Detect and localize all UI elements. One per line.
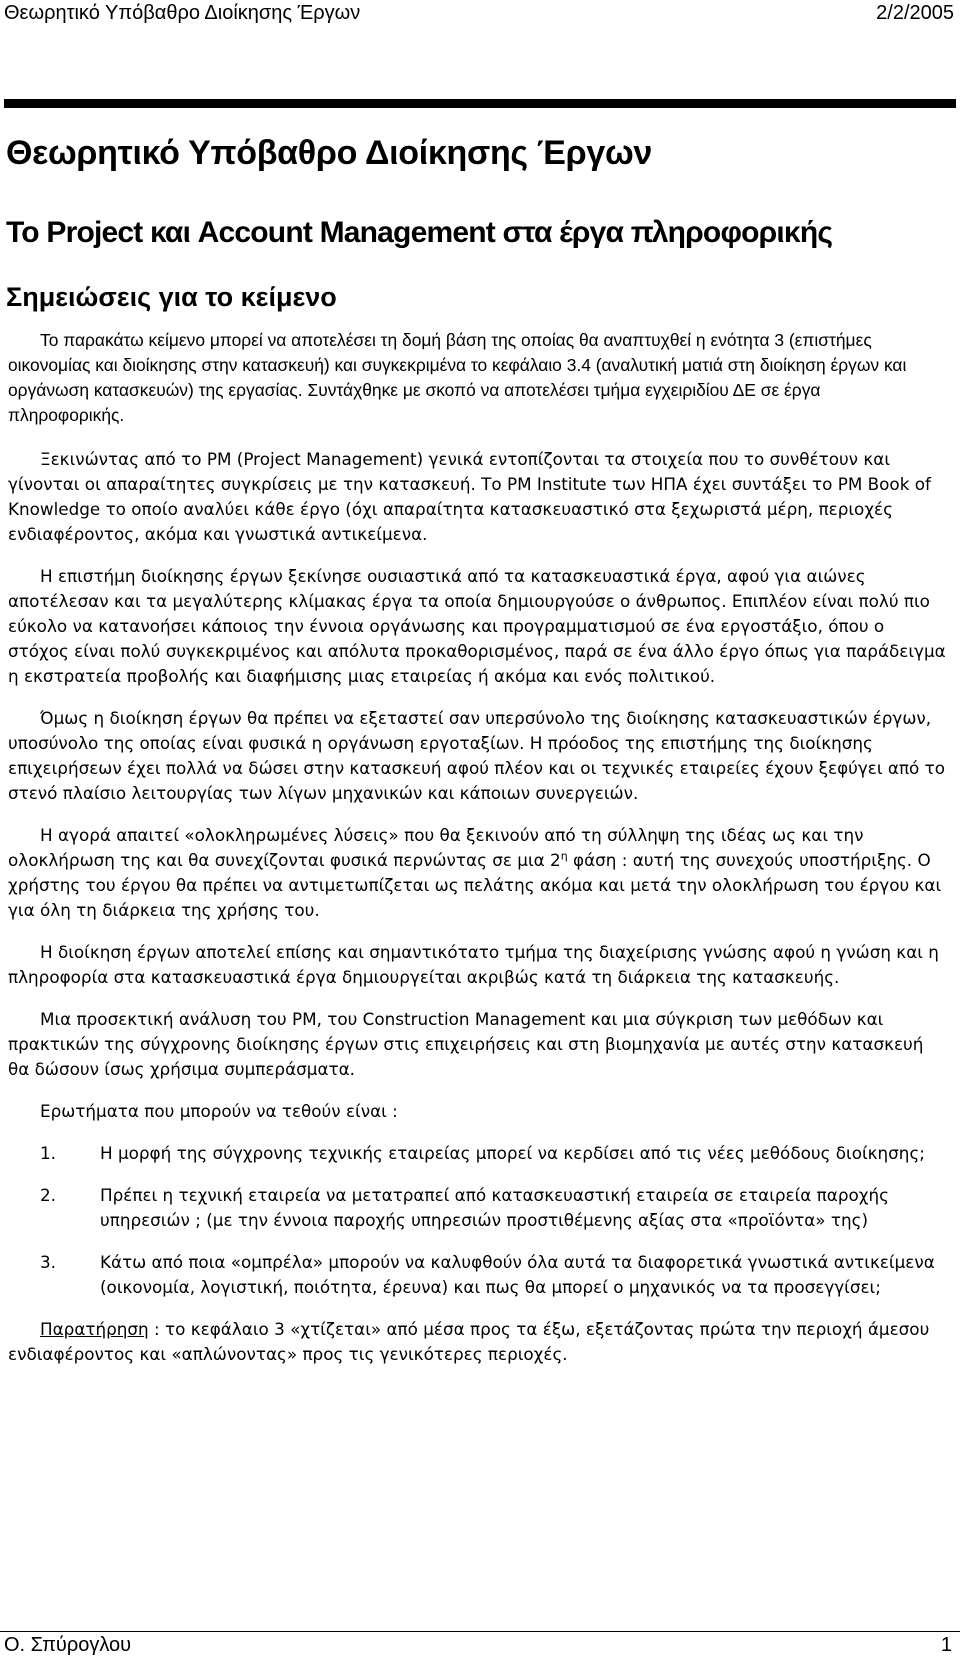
question-item (8, 1250, 950, 1300)
page-header (0, 0, 960, 26)
document-body (8, 447, 950, 1384)
header-title: Θεωρητικό Υπόβαθρο Διοίκησης Έργων (4, 2, 361, 24)
question-item (8, 1183, 950, 1233)
body-paragraph: Η επιστήμη διοίκησης έργων ξεκίνησε ουσιαστικά από τα κατασκευαστικά έργα, αφού για αιώνες αποτέλεσαν και τα μεγαλύτερης κλίμακας έργα τα οποία δημιουργούσε ο άνθρωπος. Επιπλέον είναι πολύ πιο εύκολο να κατανοήσει κάποιος την έννοια οργάνωσης και προγραμματισμού σε ένα εργοστάξιο, όπου ο στόχος είναι πολύ συγκεκριμένος και απόλυτα προκαθορισμένος, παρά σε ένα άλλο έργο όπως για παράδειγμα η εκστρατεία προβολής και διαφήμισης μιας εταιρείας ή ακόμα και ενός πολιτικού. (8, 566, 946, 686)
question-text: Η μορφή της σύγχρονης τεχνικής εταιρείας μπορεί να κερδίσει από τις νέες μεθόδους διοίκησης; (100, 1143, 925, 1163)
document-subtitle: Το Project και Account Management στα έργα πληροφορικής (6, 216, 833, 249)
body-paragraph: Ξεκινώντας από το PM (Project Management) γενικά εντοπίζονται τα στοιχεία που το συνθέτουν και γίνονται οι απαραίτητες συγκρίσεις με την κατασκευή. Το PM Institute των ΗΠΑ έχει συντάξει το PM Book of Knowledge το οποίο αναλύει κάθε έργο (όχι απαραίτητα κατασκευαστικό στα ξεχωριστά μέρη, περιοχές ενδιαφέροντος, ακόμα και γνωστικά αντικείμενα. (8, 449, 931, 544)
note-label: Παρατήρηση (40, 1319, 149, 1339)
phase-superscript: η (560, 849, 568, 863)
question-number: 2. (40, 1185, 57, 1205)
footer-page-number: 1 (940, 1634, 952, 1656)
questions-list (8, 1141, 950, 1300)
footer-rule (0, 1631, 960, 1632)
question-text: Πρέπει η τεχνική εταιρεία να μετατραπεί από κατασκευαστική εταιρεία σε εταιρεία παροχής υπηρεσιών ; (με την έννοια παροχής υπηρεσιών προστιθέμενης αξίας στα «προϊόντα» της) (100, 1185, 889, 1230)
body-paragraph: Μια προσεκτική ανάλυση του PM, του Construction Management και μια σύγκριση των μεθόδων και πρακτικών της σύγχρονης διοίκησης έργων στις επιχειρήσεις και στη βιομηχανία με αυτές στην κατασκευή θα δώσουν ίσως χρήσιμα συμπεράσματα. (8, 1009, 924, 1079)
body-paragraph: Η διοίκηση έργων αποτελεί επίσης και σημαντικότατο τμήμα της διαχείρισης γνώσης αφού η γνώση και η πληροφορία στα κατασκευαστικά έργα δημιουργείται ακριβώς κατά τη διάρκεια της κατασκευής. (8, 942, 939, 987)
body-paragraph: Όμως η διοίκηση έργων θα πρέπει να εξεταστεί σαν υπερσύνολο της διοίκησης κατασκευαστικών έργων, υποσύνολο της οποίας είναι φυσικά η οργάνωση εργοταξίων. Η πρόοδος της επιστήμης της διοίκησης επιχειρήσεων έχει πολλά να δώσει στην κατασκευή αφού πλέον και οι τεχνικές εταιρείες έχουν ξεφύγει από το στενό πλαίσιο λειτουργίας των λίγων μηχανικών και κάποιων συνεργειών. (8, 708, 946, 803)
body-paragraph-phase (8, 823, 950, 923)
question-text: Κάτω από ποια «ομπρέλα» μπορούν να καλυφθούν όλα αυτά τα διαφορετικά γνωστικά αντικείμενα (οικονομία, λογιστική, ποιότητα, έρευνα) και πως θα μπορεί ο μηχανικός να τα προσεγγίσει; (100, 1252, 935, 1297)
phase-text-after: φάση : αυτή της συνεχούς υποστήριξης. Ο χρήστης του έργου θα πρέπει να αντιμετωπίζεται ως πελάτης ακόμα και μετά την ολοκλήρωση του έργου και για όλη τη διάρκεια της χρήσης του. (8, 850, 942, 920)
question-number: 3. (40, 1252, 57, 1272)
note-paragraph (8, 1317, 950, 1367)
document-title: Θεωρητικό Υπόβαθρο Διοίκησης Έργων (6, 134, 653, 172)
section-title: Σημειώσεις για το κείμενο (6, 282, 337, 312)
questions-intro: Ερωτήματα που μπορούν να τεθούν είναι : (40, 1101, 398, 1121)
title-rule (4, 99, 956, 108)
footer-author: Ο. Σπύρογλου (4, 1634, 132, 1656)
header-date: 2/2/2005 (876, 2, 954, 24)
question-number: 1. (40, 1143, 57, 1163)
notes-paragraph: Το παρακάτω κείμενο μπορεί να αποτελέσει τη δομή βάση της οποίας θα αναπτυχθεί η ενότητα 3 (επιστήμες οικονομίας και διοίκησης στην κατασκευή) και συγκεκριμένα το κεφάλαιο 3.4 (αναλυτική ματιά στη διοίκηση έργων και οργάνωση κατασκευών) της εργασίας. Συντάχθηκε με σκοπό να αποτελέσει τμήμα εγχειριδίου ΔΕ σε έργα πληροφορικής. (8, 330, 907, 425)
note-text: : το κεφάλαιο 3 «χτίζεται» από μέσα προς τα έξω, εξετάζοντας πρώτα την περιοχή άμεσου ενδιαφέροντος και «απλώνοντας» προς τις γενικότερες περιοχές. (8, 1319, 930, 1364)
phase-text-before: Η αγορά απαιτεί «ολοκληρωμένες λύσεις» που θα ξεκινούν από τη σύλληψη της ιδέας ως και την ολοκλήρωση της και θα συνεχίζονται φυσικά περνώντας σε μια 2 (8, 825, 864, 870)
question-item (8, 1141, 950, 1166)
